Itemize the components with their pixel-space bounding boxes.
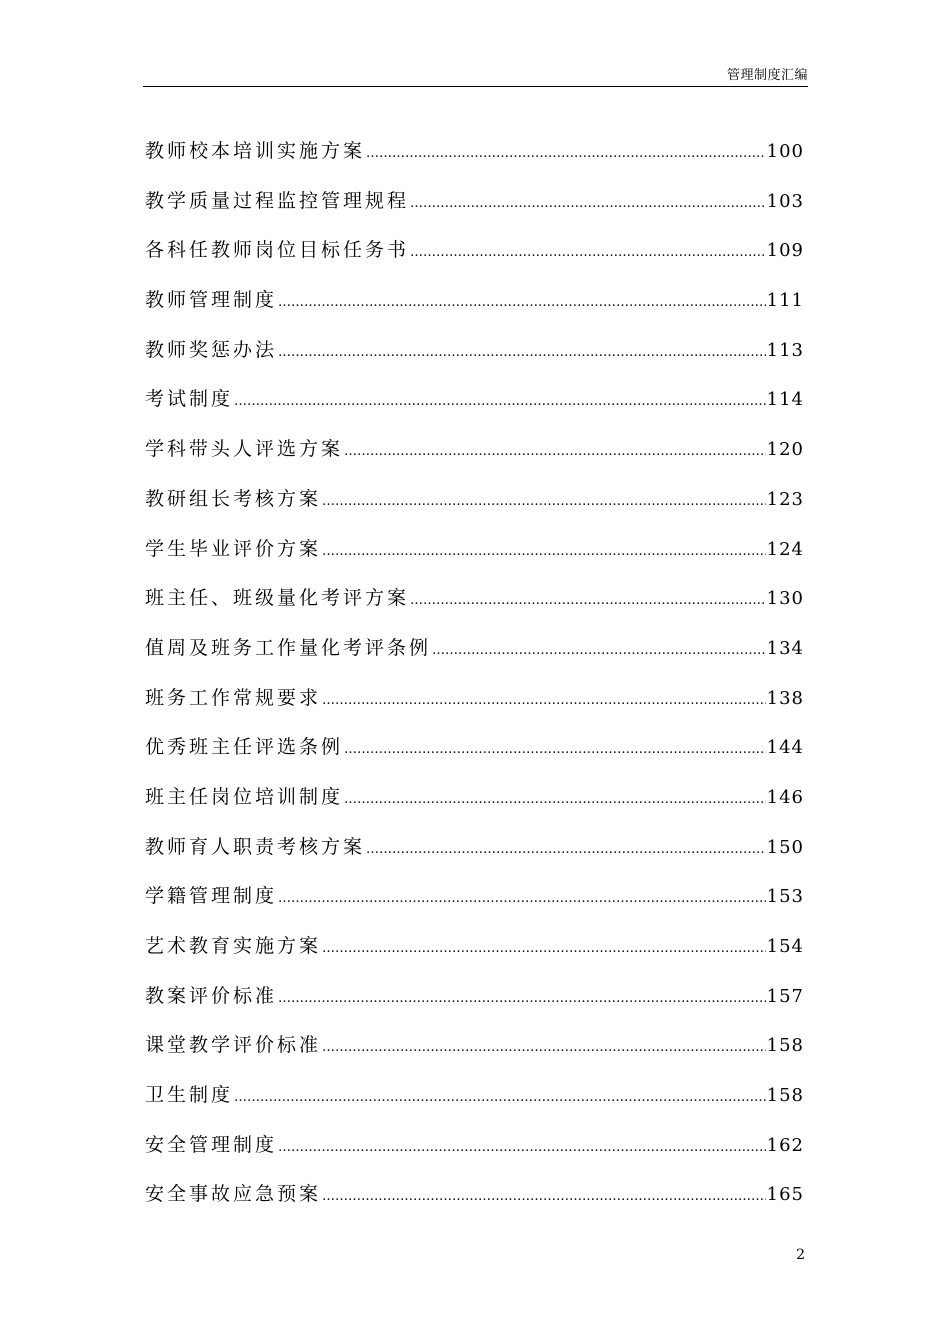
- toc-dot-leader: [322, 1182, 766, 1212]
- toc-entry-page: 158: [766, 1085, 804, 1107]
- toc-entry-title: 教学质量过程监控管理规程: [145, 189, 410, 212]
- toc-dot-leader: [278, 884, 766, 914]
- toc-dot-leader: [278, 288, 766, 318]
- toc-dot-leader: [234, 1083, 766, 1113]
- toc-entry-page: 162: [766, 1134, 804, 1156]
- toc-entry[interactable]: [145, 1179, 804, 1229]
- toc-dot-leader: [278, 338, 766, 368]
- toc-entry-title: 各科任教师岗位目标任务书: [145, 239, 410, 262]
- header-rule: [143, 86, 808, 87]
- toc-entry[interactable]: [145, 633, 804, 683]
- toc-entry-page: 100: [766, 141, 804, 162]
- toc-dot-leader: [278, 984, 766, 1014]
- toc-dot-leader: [366, 139, 766, 169]
- toc-dot-leader: [344, 437, 766, 467]
- toc-dot-leader: [432, 636, 766, 666]
- toc-entry[interactable]: [145, 1030, 804, 1080]
- toc-entry-page: 154: [766, 936, 804, 957]
- toc-entry[interactable]: [145, 1080, 804, 1130]
- toc-entry-title: 考试制度: [145, 388, 234, 411]
- toc-entry-page: 124: [766, 538, 804, 560]
- toc-entry-title: 学科带头人评选方案: [145, 438, 344, 461]
- toc-entry[interactable]: [145, 832, 804, 882]
- toc-entry[interactable]: [145, 384, 804, 434]
- toc-entry[interactable]: [145, 683, 804, 733]
- toc-entry[interactable]: [145, 534, 804, 584]
- toc-entry-page: 146: [766, 786, 804, 808]
- toc-entry-title: 卫生制度: [145, 1084, 234, 1107]
- toc-dot-leader: [344, 735, 766, 765]
- toc-entry-title: 课堂教学评价标准: [145, 1034, 322, 1057]
- toc-entry-title: 艺术教育实施方案: [145, 935, 322, 957]
- toc-entry-page: 153: [766, 886, 804, 908]
- toc-entry-title: 教师管理制度: [145, 289, 278, 312]
- toc-dot-leader: [322, 686, 766, 716]
- toc-entry[interactable]: [145, 583, 804, 633]
- toc-entry[interactable]: [145, 434, 804, 484]
- toc-entry-title: 学生毕业评价方案: [145, 537, 322, 560]
- toc-dot-leader: [234, 387, 766, 417]
- toc-entry[interactable]: [145, 782, 804, 832]
- toc-entry-title: 教研组长考核方案: [145, 487, 322, 510]
- toc-entry-page: 113: [766, 339, 804, 361]
- toc-entry-title: 教案评价标准: [145, 984, 278, 1007]
- toc-entry-page: 123: [766, 488, 804, 510]
- toc-entry-page: 157: [766, 985, 804, 1007]
- toc-dot-leader: [322, 1033, 766, 1063]
- toc-entry-page: 103: [766, 190, 804, 212]
- page-header: [143, 68, 808, 88]
- toc-entry-title: 教师奖惩办法: [145, 338, 278, 361]
- toc-entry-title: 班主任岗位培训制度: [145, 785, 344, 808]
- toc-dot-leader: [366, 835, 766, 865]
- toc-dot-leader: [322, 537, 766, 567]
- toc-dot-leader: [278, 1133, 766, 1163]
- toc-entry[interactable]: [145, 881, 804, 931]
- table-of-contents: [145, 136, 804, 1229]
- toc-entry-title: 值周及班务工作量化考评条例: [145, 636, 432, 659]
- toc-entry-page: 150: [766, 836, 804, 858]
- toc-entry-page: 144: [766, 737, 804, 759]
- toc-entry-page: 165: [766, 1184, 804, 1206]
- toc-dot-leader: [410, 238, 766, 268]
- toc-entry-page: 158: [766, 1035, 804, 1057]
- toc-entry[interactable]: [145, 285, 804, 335]
- toc-dot-leader: [410, 586, 766, 616]
- toc-entry-page: 120: [766, 439, 804, 461]
- toc-entry-page: 109: [766, 240, 804, 262]
- toc-dot-leader: [410, 189, 766, 219]
- toc-entry[interactable]: [145, 732, 804, 782]
- toc-dot-leader: [344, 785, 766, 815]
- page-number: 2: [796, 1247, 805, 1263]
- toc-entry[interactable]: [145, 136, 804, 186]
- toc-entry-page: 130: [766, 588, 804, 610]
- toc-entry-page: 138: [766, 687, 804, 709]
- toc-entry-title: 学籍管理制度: [145, 885, 278, 908]
- toc-entry-title: 教师校本培训实施方案: [145, 140, 366, 162]
- toc-entry[interactable]: [145, 931, 804, 981]
- toc-entry-title: 班务工作常规要求: [145, 686, 322, 709]
- toc-entry-title: 班主任、班级量化考评方案: [145, 587, 410, 610]
- toc-entry-page: 134: [766, 637, 804, 659]
- toc-entry-page: 111: [766, 290, 804, 312]
- toc-entry[interactable]: [145, 1130, 804, 1180]
- header-title: 管理制度汇编: [726, 68, 808, 83]
- toc-entry[interactable]: [145, 235, 804, 285]
- toc-entry[interactable]: [145, 484, 804, 534]
- toc-entry-title: 安全管理制度: [145, 1133, 278, 1156]
- toc-entry-page: 114: [766, 389, 804, 411]
- toc-entry[interactable]: [145, 335, 804, 385]
- toc-entry-title: 优秀班主任评选条例: [145, 736, 344, 759]
- toc-entry-title: 安全事故应急预案: [145, 1183, 322, 1206]
- toc-entry-title: 教师育人职责考核方案: [145, 835, 366, 858]
- toc-dot-leader: [322, 934, 766, 964]
- toc-entry[interactable]: [145, 186, 804, 236]
- toc-dot-leader: [322, 487, 766, 517]
- toc-entry[interactable]: [145, 981, 804, 1031]
